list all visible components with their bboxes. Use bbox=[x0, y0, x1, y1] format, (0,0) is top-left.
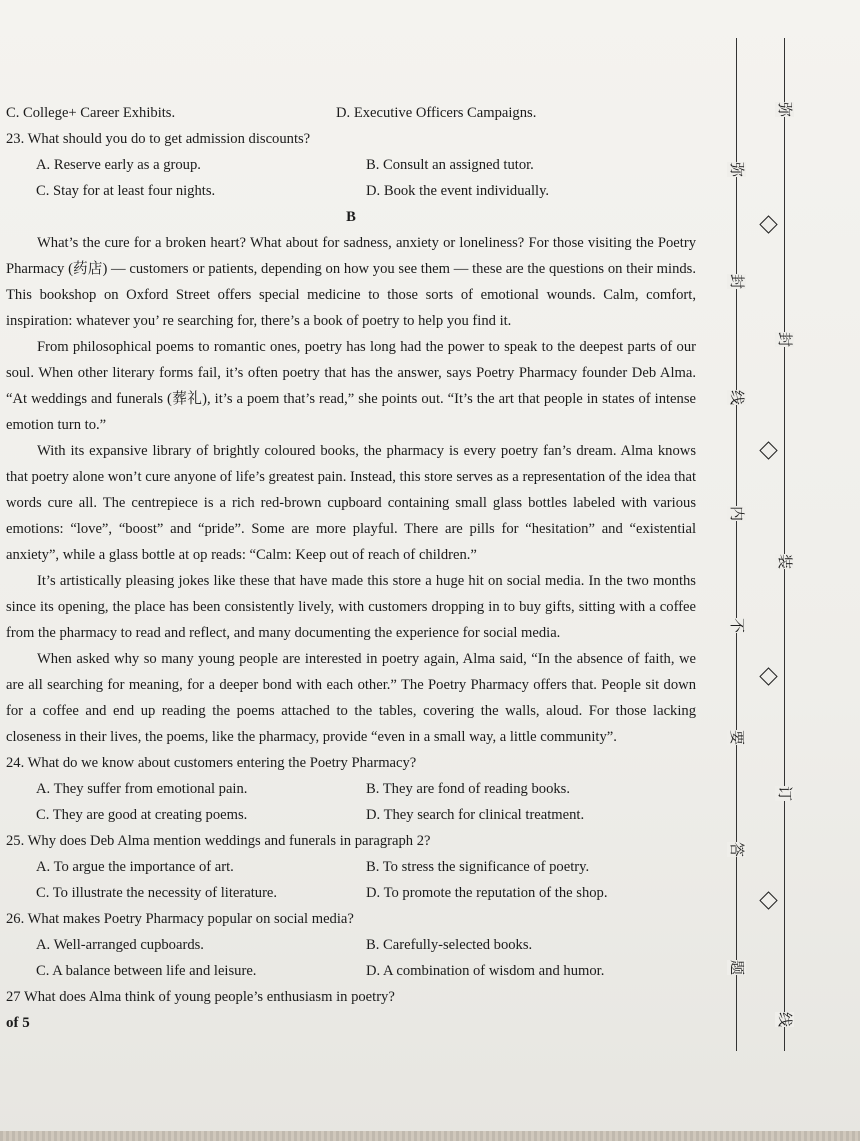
seal-char: 题 bbox=[728, 959, 747, 976]
q26-option-c: C. A balance between life and leisure. bbox=[36, 963, 257, 979]
q26-options-ab bbox=[6, 932, 696, 958]
q27-question: 27 What does Alma think of young people’s enthusiasm in poetry? bbox=[6, 989, 395, 1005]
binding-margin bbox=[726, 0, 796, 1141]
q26-option-d: D. A combination of wisdom and humor. bbox=[366, 963, 605, 979]
seal-char: 封 bbox=[728, 273, 747, 290]
diamond-marker-icon bbox=[759, 441, 777, 459]
seal-char: 弥 bbox=[776, 101, 795, 118]
q23-option-d: D. Book the event individually. bbox=[366, 183, 550, 199]
passage-paragraph-4: It’s artistically pleasing jokes like these that have made this store a huge hit on social media. In the two months since its opening, the place has been consistently lively, with customers dropping in to buy gifts, sitting with a coffee from the pharmacy to read and reflect, and many documenting the experience for social media. bbox=[6, 573, 696, 641]
q24-option-d: D. They search for clinical treatment. bbox=[366, 807, 585, 823]
page-content bbox=[6, 100, 696, 1036]
seal-char: 封 bbox=[776, 331, 795, 348]
section-label: B bbox=[346, 209, 356, 225]
outer-seal-line bbox=[784, 38, 785, 1051]
q23-option-c: C. Stay for at least four nights. bbox=[36, 183, 216, 199]
seal-char: 线 bbox=[728, 389, 747, 406]
q25-question: 25. Why does Deb Alma mention weddings and funerals in paragraph 2? bbox=[6, 833, 431, 849]
passage-paragraph-2: From philosophical poems to romantic ones, poetry has long had the power to speak to the deepest parts of our soul. When other literary forms fail, it’s often poetry that has the answer, says Poetry Pharmacy founder Deb Alma. “At weddings and funerals (葬礼), it’s a poem that’s read,” she points out. “It’s the art that people in states of intense emotion turn to.” bbox=[6, 339, 696, 433]
q24-option-b: B. They are fond of reading books. bbox=[366, 781, 570, 797]
q22-option-d: D. Executive Officers Campaigns. bbox=[336, 105, 537, 121]
q24-option-c: C. They are good at creating poems. bbox=[36, 807, 248, 823]
q25-options-ab bbox=[6, 854, 696, 880]
q23-options-cd bbox=[6, 178, 696, 204]
seal-char: 线 bbox=[776, 1011, 795, 1028]
diamond-marker-icon bbox=[759, 215, 777, 233]
q24-question: 24. What do we know about customers entering the Poetry Pharmacy? bbox=[6, 755, 417, 771]
diamond-marker-icon bbox=[759, 891, 777, 909]
passage-paragraph-3: With its expansive library of brightly coloured books, the pharmacy is every poetry fan’s dream. Alma knows that poetry alone won’t cure anyone of life’s greatest pain. Instead, this store serves as a representation of the idea that words cure all. The centrepiece is a rich red-brown cupboard containing small glass bottles labeled with various emotions: “love”, “boost” and “pride”. Some are more playful. There are pills for “hesitation” and “existential anxiety”, while a glass bottle at op reads: “Calm: Keep out of reach of children.” bbox=[6, 443, 696, 563]
page-bottom-edge bbox=[0, 1131, 860, 1141]
q25-options-cd bbox=[6, 880, 696, 906]
seal-char: 内 bbox=[728, 505, 747, 522]
q22-option-c: C. College+ Career Exhibits. bbox=[6, 105, 176, 121]
passage-paragraph-1: What’s the cure for a broken heart? What about for sadness, anxiety or loneliness? For those visiting the Poetry Pharmacy (药店) — customers or patients, depending on how you see them — these are the questions on their minds. This bookshop on Oxford Street offers special medicine to those sorts of emotional wounds. Calm, comfort, inspiration: whatever you’ re searching for, there’s a book of poetry to help you find it. bbox=[6, 235, 696, 329]
seal-char: 不 bbox=[728, 617, 747, 634]
q26-question: 26. What makes Poetry Pharmacy popular on social media? bbox=[6, 911, 354, 927]
q25-option-a: A. To argue the importance of art. bbox=[36, 859, 234, 875]
q22-options-cd bbox=[6, 100, 696, 126]
q23-option-b: B. Consult an assigned tutor. bbox=[366, 157, 534, 173]
q26-options-cd bbox=[6, 958, 696, 984]
q23-options-ab bbox=[6, 152, 696, 178]
q25-option-d: D. To promote the reputation of the shop. bbox=[366, 885, 608, 901]
q23-option-a: A. Reserve early as a group. bbox=[36, 157, 201, 173]
seal-char: 装 bbox=[776, 553, 795, 570]
q24-options-cd bbox=[6, 802, 696, 828]
seal-char: 订 bbox=[776, 785, 795, 802]
q25-option-b: B. To stress the significance of poetry. bbox=[366, 859, 590, 875]
page-footer: of 5 bbox=[6, 1015, 30, 1031]
q25-option-c: C. To illustrate the necessity of literature. bbox=[36, 885, 278, 901]
q23-question: 23. What should you do to get admission discounts? bbox=[6, 131, 311, 147]
q24-options-ab bbox=[6, 776, 696, 802]
diamond-marker-icon bbox=[759, 667, 777, 685]
seal-char: 答 bbox=[728, 841, 747, 858]
seal-char: 要 bbox=[728, 729, 747, 746]
q26-option-a: A. Well-arranged cupboards. bbox=[36, 937, 204, 953]
inner-seal-line bbox=[736, 38, 737, 1051]
q24-option-a: A. They suffer from emotional pain. bbox=[36, 781, 248, 797]
passage-paragraph-5: When asked why so many young people are interested in poetry again, Alma said, “In the absence of faith, we are all searching for meaning, for a deeper bond with each other.” The Poetry Pharmacy offers that. People sit down for a coffee and end up reading the poems attached to the tables, covering the walls, aloud. For those lacking closeness in their lives, the poems, like the pharmacy, provide “even in a small way, a little community”. bbox=[6, 651, 696, 745]
q26-option-b: B. Carefully-selected books. bbox=[366, 937, 533, 953]
seal-char: 弥 bbox=[728, 161, 747, 178]
